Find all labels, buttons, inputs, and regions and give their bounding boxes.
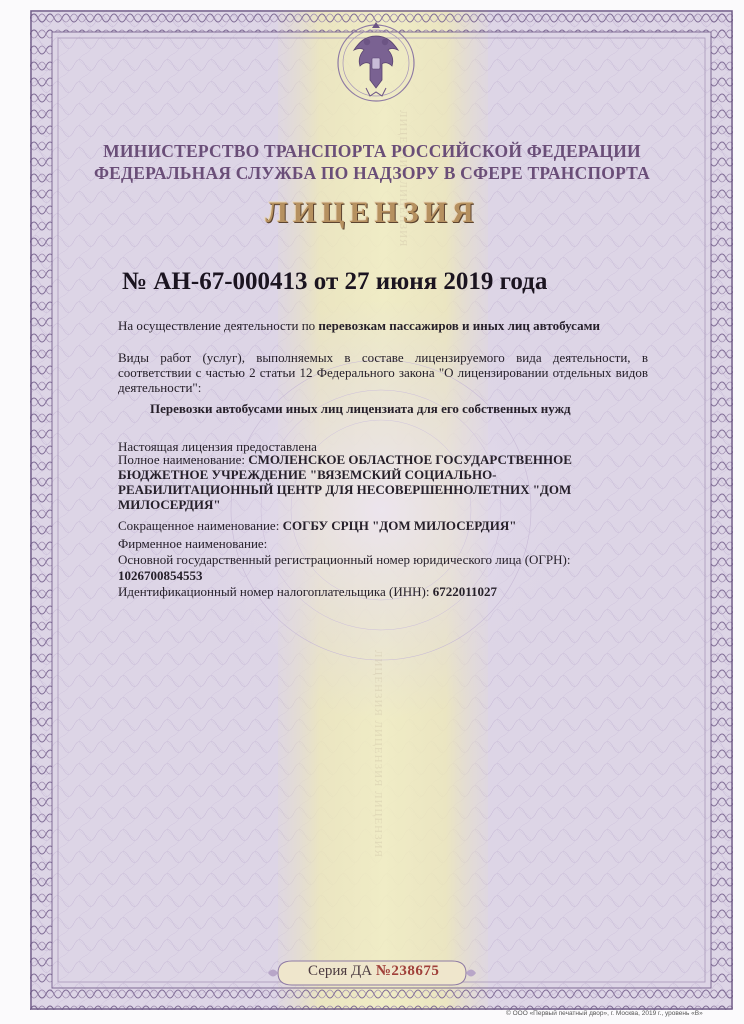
brand-name-label: Фирменное наименование:: [118, 536, 268, 551]
granted-to-label: Настоящая лицензия предоставлена: [118, 439, 317, 454]
activity-value: перевозкам пассажиров и иных лиц автобусами: [318, 318, 600, 333]
activity-prefix: На осуществление деятельности по: [118, 318, 319, 333]
svg-text:ЛИЦЕНЗИЯ ЛИЦЕНЗИЯ: ЛИЦЕНЗИЯ ЛИЦЕНЗИЯ: [397, 110, 409, 248]
full-name-line: [118, 452, 613, 512]
works-intro: Виды работ (услуг), выполняемых в составе лицензируемого вида деятельности, в соответствии с частью 2 статьи 12 Федерального закона "О лицензировании отдельных видов деятельности":: [118, 350, 648, 395]
document-title: ЛИЦЕНЗИЯ: [265, 196, 479, 229]
inn-value: 6722011027: [432, 584, 498, 599]
short-name-label: Сокращенное наименование:: [118, 518, 283, 533]
service-name: ФЕДЕРАЛЬНАЯ СЛУЖБА ПО НАДЗОРУ В СФЕРЕ ТРАНСПОРТА: [93, 163, 651, 183]
short-name-value: СОГБУ СРЦН "ДОМ МИЛОСЕРДИЯ": [282, 518, 517, 533]
works-value: Перевозки автобусами иных лиц лицензиата для его собственных нужд: [150, 401, 571, 416]
license-number: № АН-67-000413 от 27 июня 2019 года: [122, 268, 548, 295]
inn-line: [118, 584, 648, 599]
full-name-label: Полное наименование:: [118, 452, 249, 467]
ministry-name: МИНИСТЕРСТВО ТРАНСПОРТА РОССИЙСКОЙ ФЕДЕРАЦИИ: [103, 141, 641, 161]
ogrn-value: 1026700854553: [118, 568, 203, 583]
series-label-text: Серия ДА: [308, 963, 376, 979]
full-name-value: СМОЛЕНСКОЕ ОБЛАСТНОЕ ГОСУДАРСТВЕННОЕ БЮДЖЕТНОЕ УЧРЕЖДЕНИЕ "ВЯЗЕМСКИЙ СОЦИАЛЬНО-РЕАБИЛИТАЦИОННЫЙ ЦЕНТР ДЛЯ НЕСОВЕРШЕННОЛЕТНИХ "ДОМ МИЛОСЕРДИЯ": [118, 452, 572, 512]
svg-text:ЛИЦЕНЗИЯ ЛИЦЕНЗИЯ ЛИЦЕНЗИЯ: ЛИЦЕНЗИЯ ЛИЦЕНЗИЯ ЛИЦЕНЗИЯ: [372, 650, 384, 858]
series-number-value: №238675: [375, 963, 440, 979]
short-name-line: [118, 518, 648, 533]
inn-label: Идентификационный номер налогоплательщика (ИНН):: [118, 584, 433, 599]
printer-imprint: © ООО «Первый печатный двор», г. Москва, 2019 г., уровень «В»: [506, 1010, 703, 1017]
series-number: [308, 963, 439, 980]
activity-line: [118, 318, 648, 333]
ogrn-label: Основной государственный регистрационный номер юридического лица (ОГРН):: [118, 552, 571, 567]
double-headed-eagle-emblem-icon: [336, 18, 416, 108]
